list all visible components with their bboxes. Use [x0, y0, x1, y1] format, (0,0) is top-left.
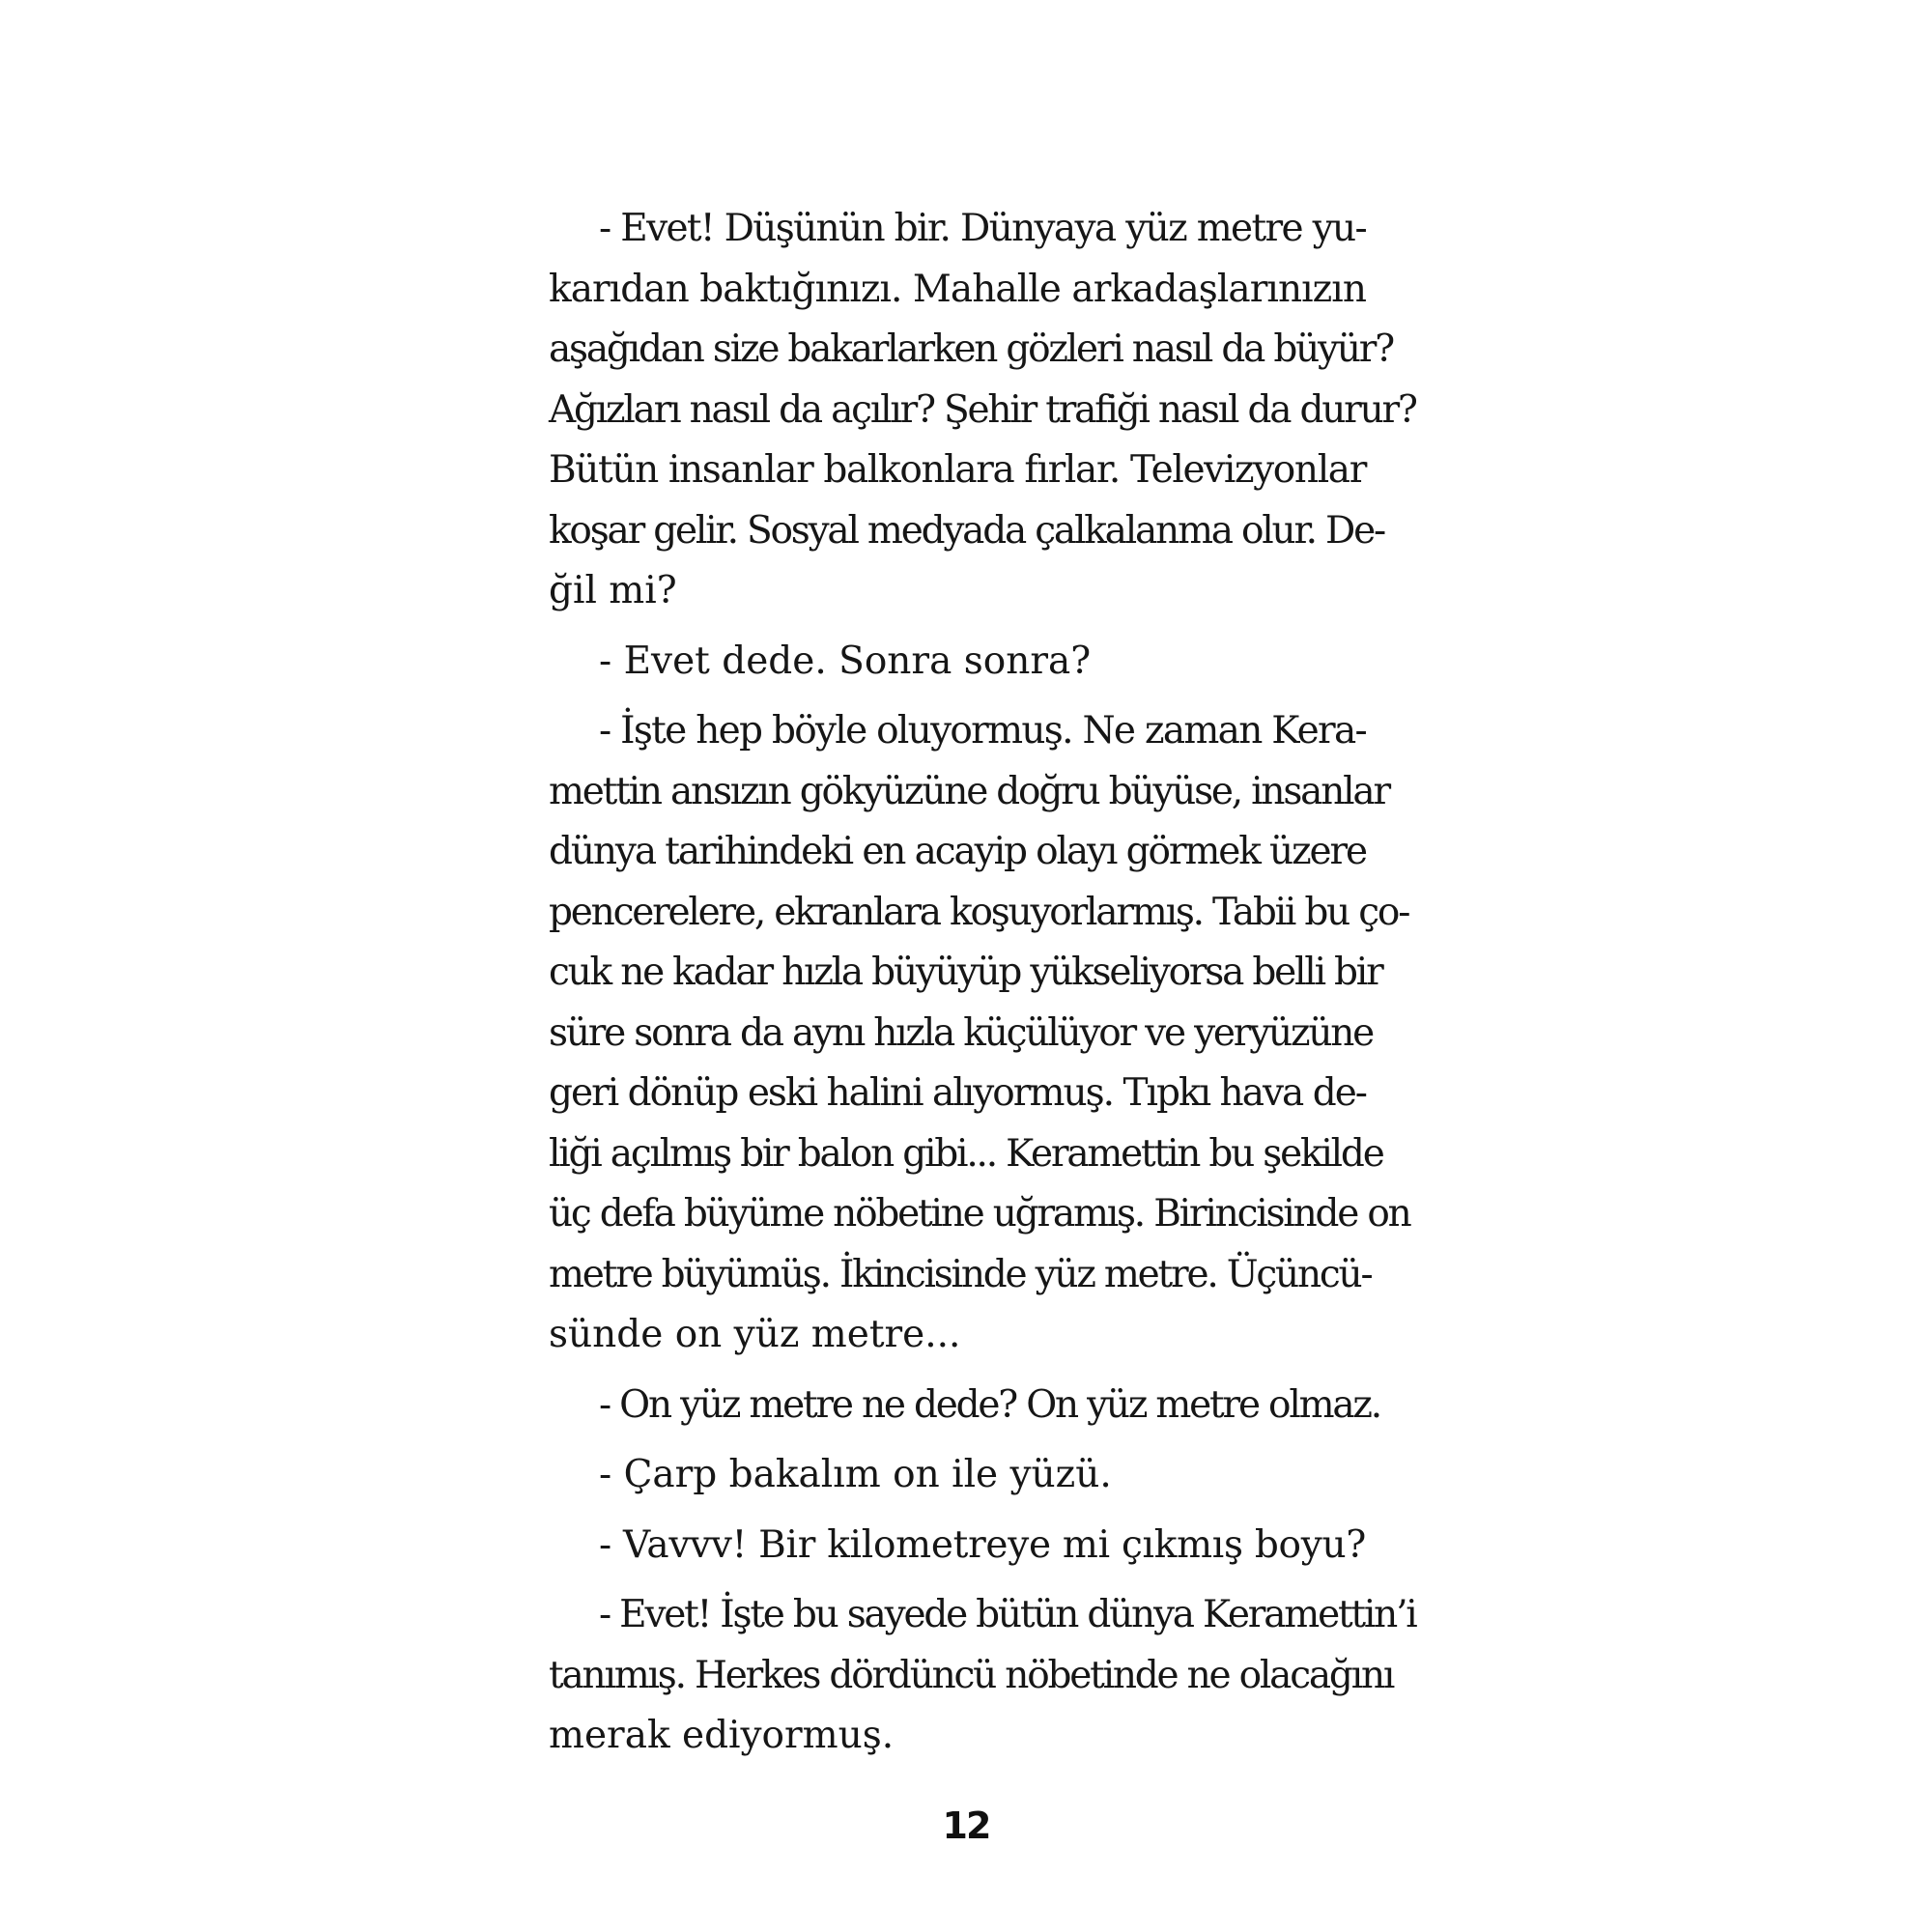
text-line: ğil mi? — [549, 569, 677, 612]
text-line: - İşte hep böyle oluyormuş. Ne zaman Kera- — [599, 709, 1367, 753]
text-line: liği açılmış bir balon gibi... Keramettin bu şekilde — [549, 1131, 1383, 1176]
text-line: koşar gelir. Sosyal medyada çalkalanma olur. De- — [549, 508, 1384, 553]
text-line: pencerelere, ekranlara koşuyorlarmış. Tabii bu ço- — [549, 890, 1409, 934]
text-line: - Evet! İşte bu sayede bütün dünya Keramettin’i — [599, 1593, 1416, 1636]
text-line: merak ediyormuş. — [549, 1714, 895, 1757]
text-line: aşağıdan size bakarlarken gözleri nasıl da büyür? — [549, 327, 1393, 371]
page-number: 12 — [942, 1804, 990, 1847]
text-line: sünde on yüz metre... — [549, 1313, 961, 1356]
paragraph-4 — [549, 1376, 1380, 1436]
text-line: Ağızları nasıl da açılır? Şehir trafiği nasıl da durur? — [549, 387, 1416, 432]
text-line: karıdan baktığınızı. Mahalle arkadaşlarınızın — [549, 267, 1367, 311]
text-line: mettin ansızın gökyüzüne doğru büyüse, insanlar — [549, 769, 1389, 813]
paragraph-2 — [549, 632, 1366, 693]
paragraph-7 — [549, 1585, 1416, 1767]
text-line: dünya tarihindeki en acayip olayı görmek üzere — [549, 830, 1367, 873]
text-line: - Evet! Düşünün bir. Dünyaya yüz metre yu- — [599, 207, 1366, 250]
text-line: - Vavvv! Bir kilometreye mi çıkmış boyu? — [599, 1522, 1366, 1567]
body-text — [549, 199, 1416, 1776]
paragraph-1 — [549, 199, 1416, 622]
paragraph-3 — [549, 701, 1410, 1366]
text-line: - On yüz metre ne dede? On yüz metre olmaz. — [599, 1382, 1380, 1427]
text-line: cuk ne kadar hızla büyüyüp yükseliyorsa belli bir — [549, 951, 1382, 994]
text-line: - Evet dede. Sonra sonra? — [599, 639, 1092, 683]
text-line: süre sonra da aynı hızla küçülüyor ve yeryüzüne — [549, 1010, 1374, 1055]
paragraph-6 — [549, 1516, 1366, 1577]
text-line: üç defa büyüme nöbetine uğramış. Birincisinde on — [549, 1192, 1410, 1236]
paragraph-5 — [549, 1445, 1366, 1506]
text-line: geri dönüp eski halini alıyormuş. Tıpkı hava de- — [549, 1071, 1366, 1115]
text-line: - Çarp bakalım on ile yüzü. — [599, 1453, 1112, 1496]
text-line: metre büyümüş. İkincisinde yüz metre. Üçüncü- — [549, 1252, 1372, 1296]
text-line: Bütün insanlar balkonlara fırlar. Televizyonlar — [549, 448, 1366, 492]
text-line: tanımış. Herkes dördüncü nöbetinde ne olacağını — [549, 1653, 1394, 1697]
